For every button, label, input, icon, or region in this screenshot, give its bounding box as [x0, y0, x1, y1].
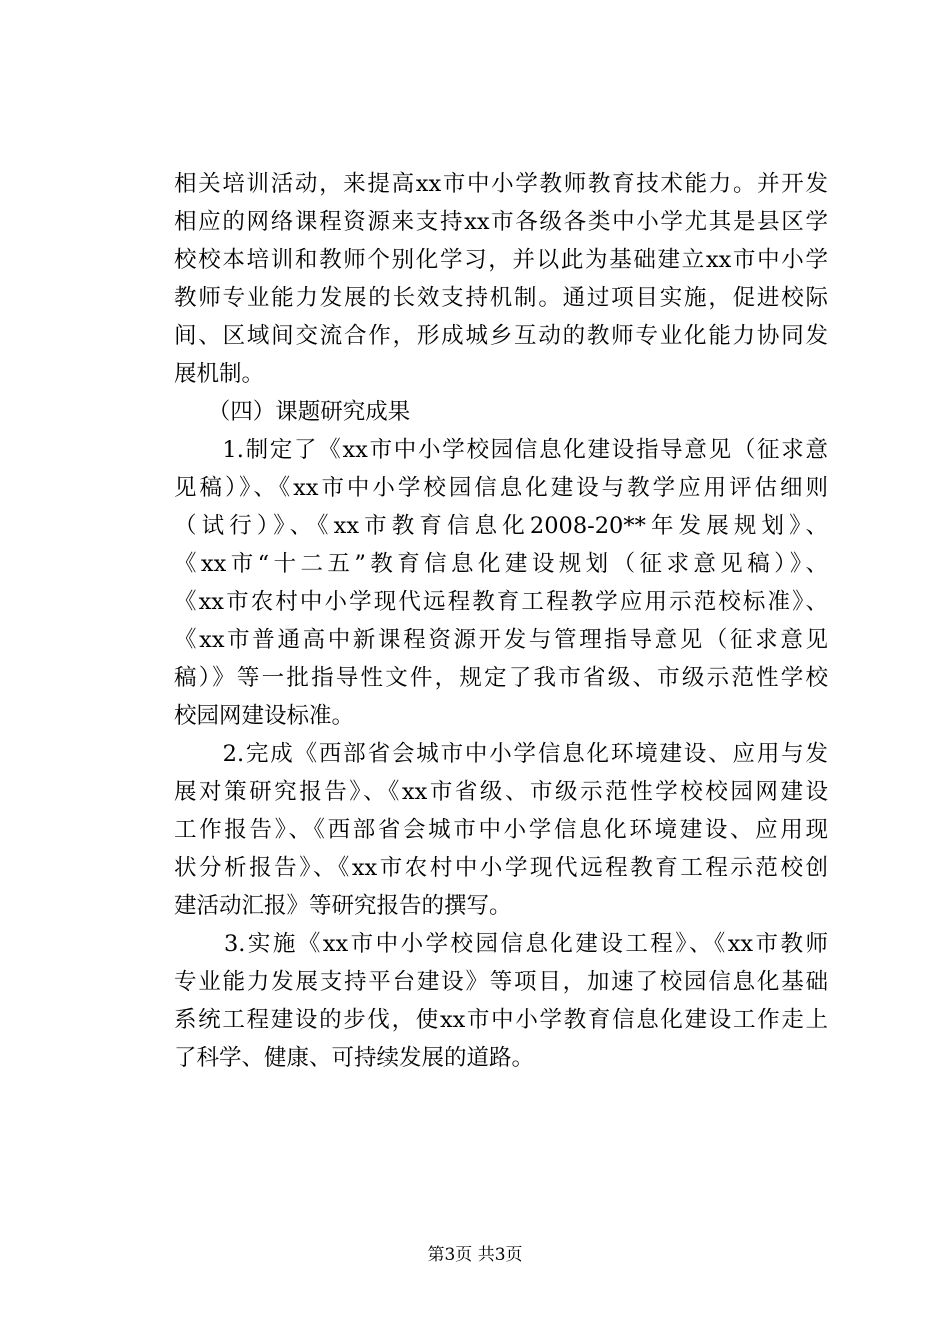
text-line: 了科学、健康、可持续发展的道路。 [174, 1045, 535, 1071]
text-line: （试行）》、《xx市教育信息化2008-20**年发展规划》、 [174, 513, 828, 539]
text-line: 专业能力发展支持平台建设》等项目，加速了校园信息化基础 [174, 969, 828, 995]
text-line: 《xx市“十二五”教育信息化建设规划（征求意见稿）》、 [174, 551, 828, 577]
section-heading: （四）课题研究成果 [174, 399, 411, 425]
text-line: 校园网建设标准。 [174, 703, 355, 729]
document-body [174, 165, 828, 1077]
text-line: 3.实施《xx市中小学校园信息化建设工程》、《xx市教师 [174, 931, 828, 957]
text-line: 稿）》等一批指导性文件，规定了我市省级、市级示范性学校 [174, 665, 828, 691]
text-line: 教师专业能力发展的长效支持机制。通过项目实施，促进校际 [174, 285, 828, 311]
text-line: 见稿）》、《xx市中小学校园信息化建设与教学应用评估细则 [174, 475, 828, 501]
text-line: 1.制定了《xx市中小学校园信息化建设指导意见（征求意 [174, 437, 828, 463]
page-number-footer: 第3页 共3页 [427, 1245, 523, 1265]
text-line: 相应的网络课程资源来支持xx市各级各类中小学尤其是县区学 [174, 209, 828, 235]
text-line: 间、区域间交流合作，形成城乡互动的教师专业化能力协同发 [174, 323, 828, 349]
text-line: 展对策研究报告》、《xx市省级、市级示范性学校校园网建设 [174, 779, 828, 805]
text-line: 2.完成《西部省会城市中小学信息化环境建设、应用与发 [174, 741, 828, 767]
text-line: 展机制。 [174, 361, 265, 387]
text-line: 《xx市普通高中新课程资源开发与管理指导意见（征求意见 [174, 627, 828, 653]
text-line: 系统工程建设的步伐，使xx市中小学教育信息化建设工作走上 [174, 1007, 828, 1033]
text-line: 《xx市农村中小学现代远程教育工程教学应用示范校标准》、 [174, 589, 828, 615]
text-line: 状分析报告》、《xx市农村中小学现代远程教育工程示范校创 [174, 855, 828, 881]
text-line: 建活动汇报》等研究报告的撰写。 [174, 893, 512, 919]
text-line: 相关培训活动，来提高xx市中小学教师教育技术能力。并开发 [174, 171, 828, 197]
text-line: 校校本培训和教师个别化学习，并以此为基础建立xx市中小学 [174, 247, 828, 273]
text-line: 工作报告》、《西部省会城市中小学信息化环境建设、应用现 [174, 817, 828, 843]
